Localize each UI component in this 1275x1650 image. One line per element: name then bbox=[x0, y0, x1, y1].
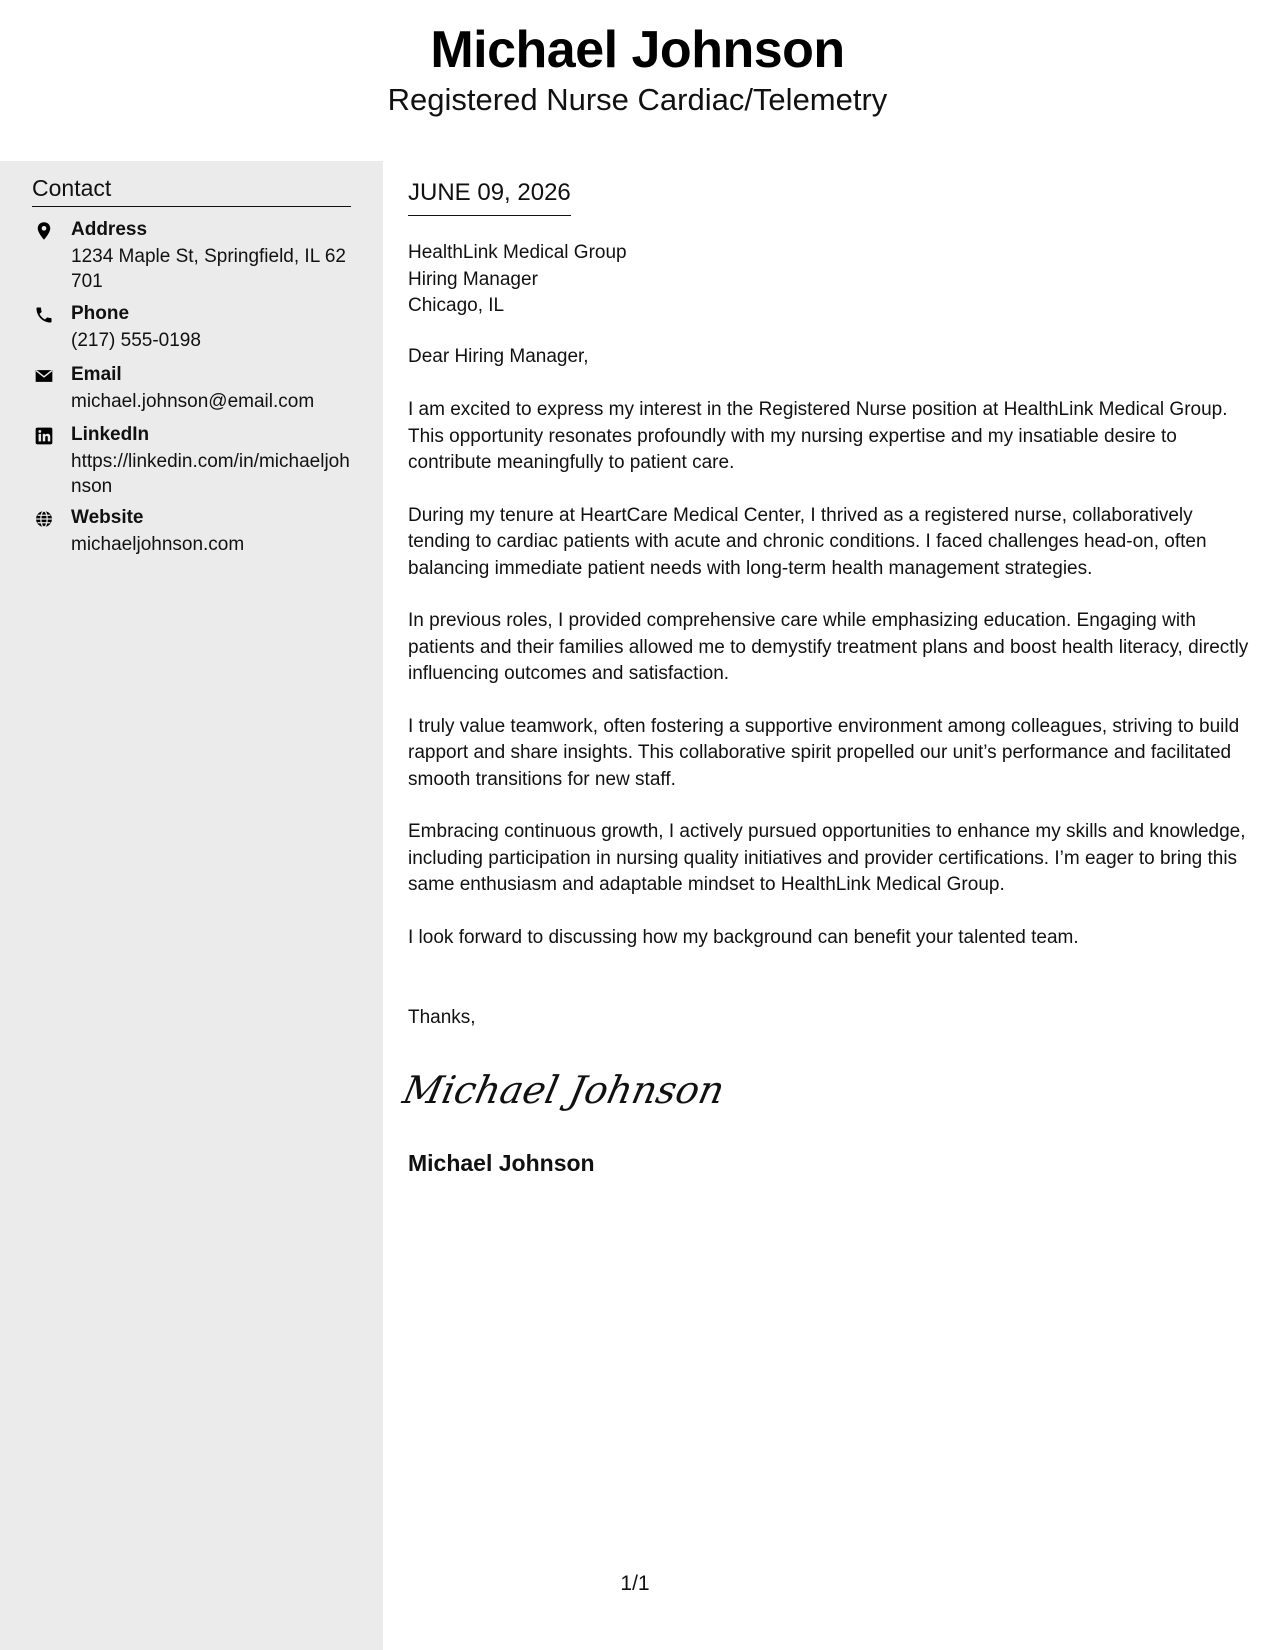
contact-value: (217) 555-0198 bbox=[71, 330, 201, 351]
contact-label: LinkedIn bbox=[71, 424, 150, 445]
page-number: 1/1 bbox=[620, 1572, 650, 1595]
contact-label: Website bbox=[71, 507, 144, 528]
globe-icon bbox=[34, 509, 54, 529]
map-pin-icon bbox=[34, 221, 54, 241]
contact-value[interactable]: https://linkedin.com/in/michaeljohnson bbox=[71, 451, 350, 497]
recipient-block bbox=[408, 240, 627, 320]
envelope-icon bbox=[34, 366, 54, 386]
applicant-name: Michael Johnson bbox=[430, 21, 845, 79]
contact-value: michael.johnson@email.com bbox=[71, 391, 315, 412]
contact-value[interactable]: michaeljohnson.com bbox=[71, 534, 245, 555]
greeting: Dear Hiring Manager, bbox=[408, 346, 589, 367]
paragraph: During my tenure at HeartCare Medical Center, I thrived as a registered nurse, collaboratively tending to cardiac patients with acute and chronic conditions. I faced challenges head-on, often balancing immediate patient needs with long-term health management strategies. bbox=[408, 504, 1207, 579]
contact-label: Email bbox=[71, 364, 122, 385]
recipient-location: Chicago, IL bbox=[408, 295, 505, 316]
recipient-company: HealthLink Medical Group bbox=[408, 242, 627, 263]
applicant-role: Registered Nurse Cardiac/Telemetry bbox=[387, 82, 888, 117]
letter-paragraphs bbox=[408, 397, 1258, 977]
paragraph: I truly value teamwork, often fostering a supportive environment among colleagues, striving to build rapport and share insights. This collaborative spirit propelled our unit’s performance and facilitated smooth transitions for new staff. bbox=[408, 715, 1240, 790]
paragraph: In previous roles, I provided comprehensive care while emphasizing education. Engaging with patients and their families allowed me to demystify treatment plans and boost health literacy, directly influencing outcomes and satisfaction. bbox=[408, 610, 1249, 684]
contact-sidebar bbox=[0, 161, 383, 1650]
signature-image bbox=[398, 1061, 729, 1121]
closing: Thanks, bbox=[408, 1007, 476, 1028]
paragraph: I am excited to express my interest in the Registered Nurse position at HealthLink Medical Group. This opportunity resonates profoundly with my nursing expertise and my insatiable desire to contribute meaningfully to patient care. bbox=[408, 399, 1228, 473]
paragraph: I look forward to discussing how my background can benefit your talented team. bbox=[408, 926, 1079, 948]
phone-icon bbox=[34, 305, 54, 325]
signature-text: Michael Johnson bbox=[398, 1068, 729, 1113]
resume-header bbox=[0, 0, 1275, 160]
linkedin-icon bbox=[34, 426, 54, 446]
letter-date: JUNE 09, 2026 bbox=[408, 179, 571, 216]
contact-label: Phone bbox=[71, 303, 130, 324]
signer-name: Michael Johnson bbox=[408, 1150, 595, 1176]
contact-title: Contact bbox=[32, 175, 351, 207]
contact-label: Address bbox=[71, 219, 148, 240]
recipient-title: Hiring Manager bbox=[408, 268, 538, 290]
paragraph: Embracing continuous growth, I actively pursued opportunities to enhance my skills and knowledge, including participation in nursing quality initiatives and provider certifications. I’m eager to bring this same enthusiasm and adaptable mindset to HealthLink Medical Group. bbox=[408, 821, 1246, 895]
contact-value: 1234 Maple St, Springfield, IL 62701 bbox=[71, 246, 346, 292]
